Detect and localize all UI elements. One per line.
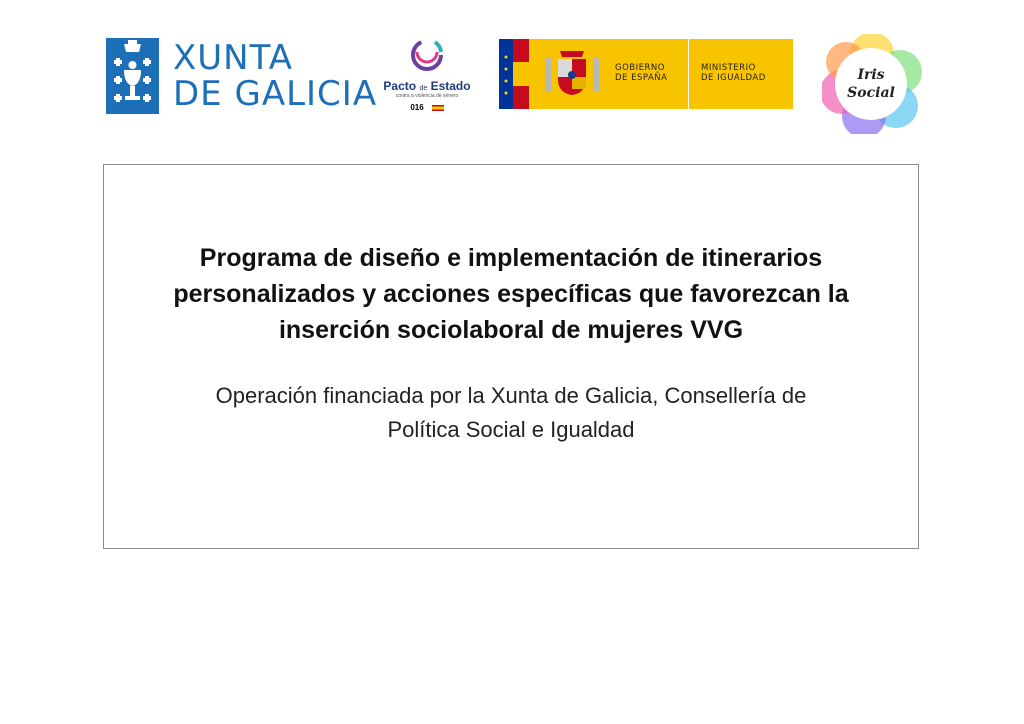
eu-flag-icon bbox=[499, 39, 513, 109]
iris-line1: Iris bbox=[857, 67, 885, 83]
gobierno-de-espana-logo bbox=[499, 39, 793, 109]
spain-flag-icon bbox=[432, 105, 444, 111]
pacto-footer bbox=[383, 103, 471, 112]
funding-note bbox=[104, 379, 918, 447]
ministerio-text bbox=[701, 63, 766, 83]
spain-flag-stripe bbox=[513, 39, 529, 109]
program-title-line: Programa de diseño e implementación de itinerarios bbox=[199, 244, 823, 272]
galicia-emblem-icon bbox=[106, 38, 159, 114]
pacto-smile-icon bbox=[405, 38, 449, 72]
spain-coat-of-arms-icon bbox=[543, 47, 601, 101]
funding-note-line: Política Social e Igualdad bbox=[387, 417, 635, 442]
pacto-title-de: de bbox=[419, 85, 428, 92]
xunta-line1: XUNTA bbox=[173, 38, 293, 78]
pacto-de-estado-logo bbox=[383, 38, 471, 116]
logo-header bbox=[0, 0, 1024, 150]
pacto-subtitle: contra a violencia de xénero bbox=[395, 93, 459, 99]
program-info-box bbox=[103, 164, 919, 549]
iris-line2: Social bbox=[847, 85, 895, 101]
pacto-title-main: Pacto bbox=[383, 79, 417, 93]
program-title-line: inserción sociolaboral de mujeres VVG bbox=[278, 316, 744, 344]
iris-social-logo bbox=[822, 34, 922, 134]
program-title bbox=[104, 240, 918, 348]
ministerio-line1: MINISTERIO bbox=[701, 63, 756, 73]
pacto-phone: 016 bbox=[410, 103, 424, 112]
pacto-title bbox=[383, 79, 471, 93]
gobierno-divider bbox=[688, 39, 689, 109]
funding-note-line: Operación financiada por la Xunta de Galicia, Consellería de bbox=[215, 383, 807, 408]
iris-social-badge bbox=[835, 48, 907, 120]
xunta-de-galicia-logo bbox=[106, 38, 377, 114]
gobierno-text bbox=[615, 63, 667, 83]
ministerio-line2: DE IGUALDAD bbox=[701, 73, 766, 83]
gobierno-line2: DE ESPAÑA bbox=[615, 73, 668, 83]
pacto-title-end: Estado bbox=[430, 79, 471, 93]
xunta-line2: DE GALICIA bbox=[173, 74, 378, 114]
gobierno-line1: GOBIERNO bbox=[615, 63, 665, 73]
xunta-wordmark bbox=[173, 40, 377, 112]
program-title-line: personalizados y acciones específicas que favorezcan la bbox=[173, 280, 849, 308]
